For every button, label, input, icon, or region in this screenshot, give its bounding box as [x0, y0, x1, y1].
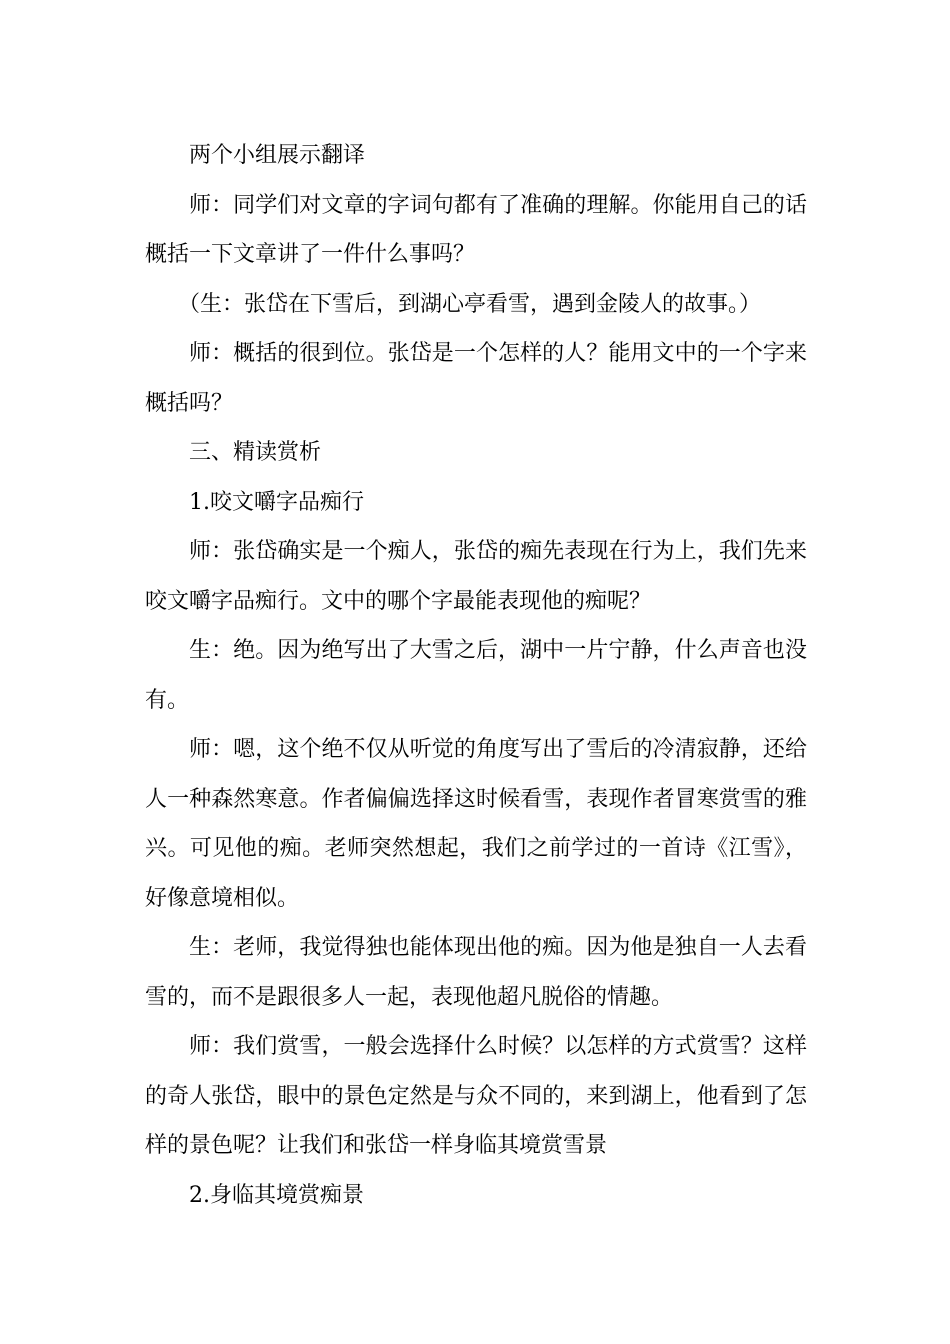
paragraph-student-jue-answer: 生：绝。因为绝写出了大雪之后，湖中一片宁静，什么声音也没有。	[145, 638, 807, 713]
paragraph-teacher-word-question: 师：张岱确实是一个痴人，张岱的痴先表现在行为上，我们先来咬文嚼字品痴行。文中的哪个字最能表现他的痴呢？	[145, 539, 807, 614]
document-body	[145, 131, 807, 1220]
paragraph-student-du-answer: 生：老师，我觉得独也能体现出他的痴。因为他是独自一人去看雪的，而不是跟很多人一起，表现他超凡脱俗的情趣。	[145, 935, 807, 1010]
paragraph-teacher-scenery-question: 师：我们赏雪，一般会选择什么时候？以怎样的方式赏雪？这样的奇人张岱，眼中的景色定然是与众不同的，来到湖上，他看到了怎样的景色呢？让我们和张岱一样身临其境赏雪景	[145, 1034, 807, 1158]
paragraph-student-summary-answer: （生：张岱在下雪后，到湖心亭看雪，遇到金陵人的故事。）	[178, 291, 762, 317]
paragraph-teacher-jue-comment: 师：嗯，这个绝不仅从听觉的角度写出了雪后的冷清寂静，还给人一种森然寒意。作者偏偏选择这时候看雪，表现作者冒寒赏雪的雅兴。可见他的痴。老师突然想起，我们之前学过的一首诗《江雪》，好像意境相似。	[145, 737, 807, 911]
paragraph-group-translation: 两个小组展示翻译	[189, 143, 366, 168]
subheading-word-study: 1.咬文嚼字品痴行	[189, 489, 364, 515]
section-heading-close-reading: 三、精读赏析	[189, 440, 322, 465]
paragraph-teacher-summary-question: 师：同学们对文章的字词句都有了准确的理解。你能用自己的话概括一下文章讲了一件什么事吗？	[145, 192, 807, 267]
paragraph-teacher-character-question: 师：概括的很到位。张岱是一个怎样的人？能用文中的一个字来概括吗？	[145, 341, 807, 416]
subheading-scenery-appreciation: 2.身临其境赏痴景	[189, 1182, 364, 1208]
